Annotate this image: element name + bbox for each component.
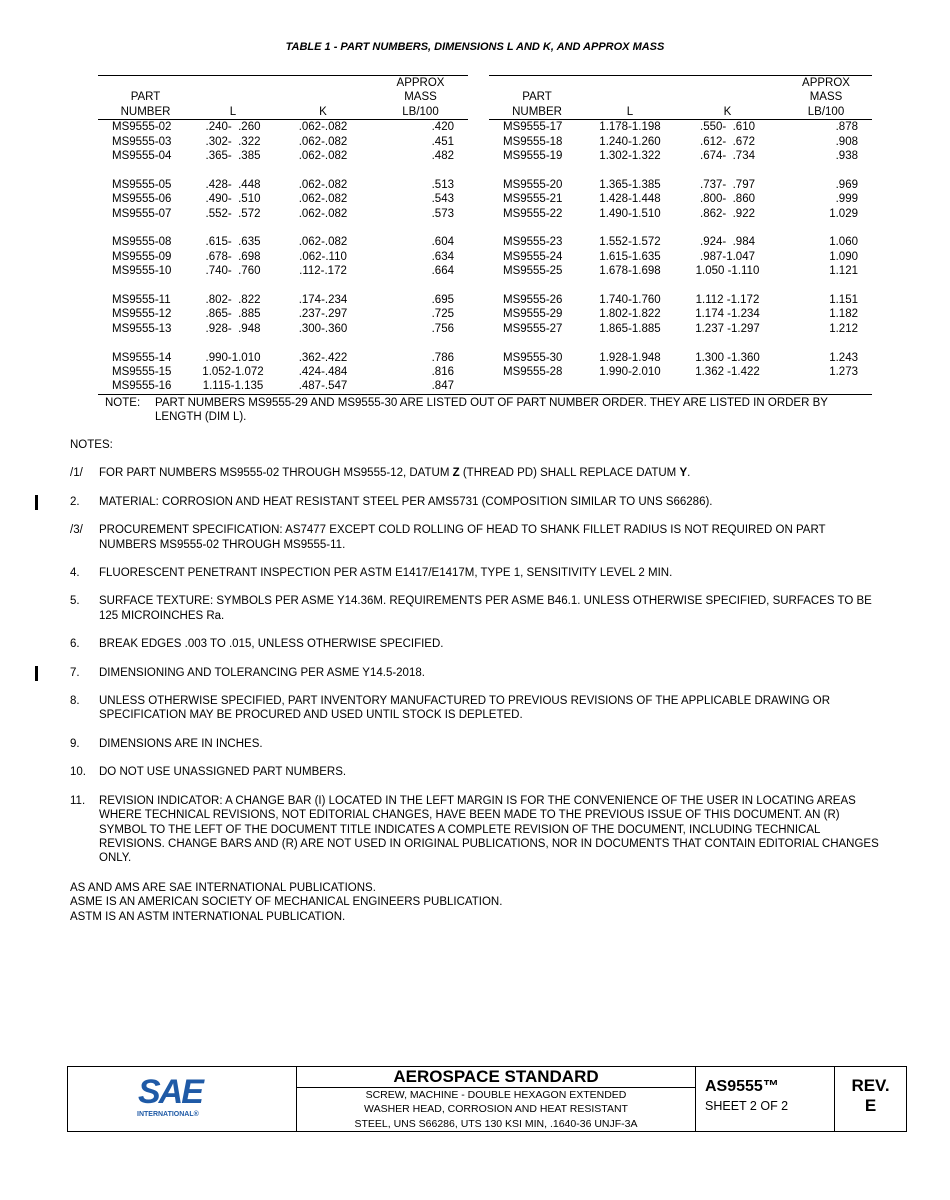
row-spacer	[98, 279, 468, 293]
approx-mass: .756	[431, 322, 454, 335]
approx-mass: .725	[431, 308, 454, 321]
table-row	[489, 250, 872, 264]
note-number: 11.	[70, 794, 86, 807]
part-number: MS9555-15	[112, 366, 172, 379]
dim-l: 1.490-1.510	[599, 207, 661, 220]
sae-logo-text: SAE	[138, 1073, 202, 1111]
note-text: FLUORESCENT PENETRANT INSPECTION PER ASTM E1417/E1417M, TYPE 1, SENSITIVITY LEVEL 2 MIN.	[99, 567, 673, 580]
dim-l: 1.428-1.448	[599, 193, 661, 206]
dim-l: .865- .885	[205, 308, 261, 321]
header-l: L	[585, 105, 675, 120]
dim-l: 1.990-2.010	[599, 366, 661, 379]
note-text: DIMENSIONS ARE IN INCHES.	[99, 737, 263, 750]
note-text: SURFACE TEXTURE: SYMBOLS PER ASME Y14.36M. REQUIREMENTS PER ASME B46.1. UNLESS OTHERWISE SPECIFIED, SURFACES TO BE 125 MICROINCHES Ra.	[99, 595, 872, 622]
approx-mass: .482	[431, 150, 454, 163]
note-number: /3/	[70, 524, 83, 537]
part-number: MS9555-13	[112, 322, 172, 335]
dim-l: .428- .448	[205, 178, 261, 191]
note-item	[70, 765, 880, 779]
approx-mass: 1.212	[829, 322, 858, 335]
table-row	[98, 365, 468, 379]
note-item	[70, 637, 880, 651]
approx-mass: 1.273	[829, 366, 858, 379]
dim-k: .987-1.047	[700, 250, 755, 263]
dim-k: .062-.110	[299, 250, 347, 263]
header-mass-3: LB/100	[373, 105, 468, 120]
dim-l: 1.302-1.322	[599, 150, 661, 163]
table-row	[98, 307, 468, 321]
approx-mass: .816	[431, 366, 454, 379]
note-text: PROCUREMENT SPECIFICATION: AS7477 EXCEPT COLD ROLLING OF HEAD TO SHANK FILLET RADIUS IS NOT REQUIRED ON PART NUMBERS MS9555-02 THROUGH MS9555-11.	[99, 524, 826, 551]
table-row	[98, 293, 468, 307]
approx-mass: .513	[431, 178, 454, 191]
table-row	[98, 207, 468, 221]
table-row	[489, 264, 872, 278]
document-cell	[696, 1067, 835, 1131]
notes-section	[70, 438, 880, 880]
table-row	[489, 120, 872, 135]
approx-mass: .908	[835, 135, 858, 148]
table-row	[98, 322, 468, 336]
table-row	[98, 149, 468, 163]
table-row	[98, 351, 468, 365]
table-row	[489, 351, 872, 365]
dim-l: .802- .822	[205, 294, 261, 307]
header-number: NUMBER	[489, 105, 585, 120]
note-number: 2.	[70, 495, 80, 508]
header-mass-2: MASS	[809, 91, 843, 104]
publication-line: ASME IS AN AMERICAN SOCIETY OF MECHANICAL ENGINEERS PUBLICATION.	[70, 896, 503, 909]
part-number: MS9555-18	[503, 135, 563, 148]
publication-line: AS AND AMS ARE SAE INTERNATIONAL PUBLICATIONS.	[70, 882, 376, 894]
change-bar	[35, 666, 38, 681]
header-part: PART	[130, 91, 161, 104]
title-block	[67, 1066, 907, 1132]
note-number: 10.	[70, 766, 86, 779]
document-number: AS9555™	[705, 1078, 779, 1095]
row-spacer	[489, 221, 872, 235]
table-row	[489, 149, 872, 163]
dim-l: 1.678-1.698	[599, 265, 661, 278]
header-mass-2: MASS	[404, 91, 437, 104]
change-bar	[35, 495, 38, 510]
note-number: /1/	[70, 467, 83, 480]
dim-k: .800- .860	[700, 193, 755, 206]
sae-logo	[136, 1072, 231, 1124]
dim-k: .062-.082	[298, 207, 348, 220]
dim-k: .300-.360	[298, 322, 348, 335]
note-number: 5.	[70, 595, 80, 608]
header-number: NUMBER	[98, 105, 193, 120]
part-number: MS9555-05	[112, 178, 172, 191]
table-row	[489, 293, 872, 307]
standard-heading: AEROSPACE STANDARD	[297, 1067, 695, 1088]
dim-k: .062-.082	[298, 150, 348, 163]
sae-logo-subtext: INTERNATIONAL®	[137, 1111, 199, 1118]
dim-k: 1.237 -1.297	[695, 322, 760, 335]
dim-l: .240- .260	[205, 121, 261, 134]
approx-mass: 1.029	[829, 207, 858, 220]
header-mass: APPROX	[396, 77, 445, 89]
row-spacer	[98, 163, 468, 177]
dim-k: .237-.297	[298, 308, 348, 321]
dim-k: .674- .734	[700, 150, 755, 163]
dim-k: 1.362 -1.422	[695, 366, 760, 379]
part-number: MS9555-30	[503, 351, 563, 364]
approx-mass: .938	[835, 150, 858, 163]
description-line: STEEL, UNS S66286, UTS 130 KSI MIN, .1640-36 UNJF-3A	[354, 1117, 638, 1130]
approx-mass: .969	[835, 178, 858, 191]
dim-k: .062-.082	[298, 193, 348, 206]
approx-mass: 1.182	[829, 308, 858, 321]
table-title: TABLE 1 - PART NUMBERS, DIMENSIONS L AND K, AND APPROX MASS	[285, 41, 665, 53]
dim-k: .550- .610	[700, 121, 755, 134]
dim-k: .612- .672	[700, 135, 755, 148]
header-k: K	[675, 105, 780, 120]
note-item	[70, 523, 880, 552]
dim-l: 1.865-1.885	[599, 322, 661, 335]
part-number: MS9555-29	[503, 308, 563, 321]
part-number: MS9555-25	[503, 265, 563, 278]
description-line: SCREW, MACHINE - DOUBLE HEXAGON EXTENDED	[365, 1089, 627, 1101]
note-number: 9.	[70, 737, 80, 750]
dim-k: .174-.234	[298, 294, 348, 307]
revision-value: E	[864, 1096, 877, 1115]
dim-l: .615- .635	[205, 236, 261, 249]
sae-logo-cell	[68, 1067, 297, 1131]
approx-mass: .634	[431, 250, 454, 263]
dim-l: .990-1.010	[205, 351, 261, 364]
part-number: MS9555-19	[503, 150, 563, 163]
dim-l: 1.178-1.198	[599, 121, 661, 134]
table-row	[98, 235, 468, 249]
part-number: MS9555-10	[112, 265, 172, 278]
part-number: MS9555-16	[112, 380, 172, 393]
row-spacer	[98, 336, 468, 350]
table-row	[489, 365, 872, 379]
table-row	[98, 135, 468, 149]
approx-mass: .604	[431, 236, 454, 249]
dim-l: 1.928-1.948	[599, 351, 661, 364]
row-spacer	[489, 336, 872, 350]
part-table-left	[98, 75, 468, 394]
approx-mass: .847	[431, 380, 454, 393]
table-row	[98, 120, 468, 135]
approx-mass: .878	[835, 121, 858, 134]
note-text: UNLESS OTHERWISE SPECIFIED, PART INVENTORY MANUFACTURED TO PREVIOUS REVISIONS OF THE APPLICABLE DRAWING OR SPECIFICATION MAY BE PROCURED AND USED UNTIL STOCK IS DEPLETED.	[99, 695, 831, 722]
notes-header: NOTES:	[70, 439, 113, 451]
approx-mass: .999	[835, 193, 858, 206]
dim-k: .112-.172	[299, 265, 347, 278]
part-number: MS9555-04	[112, 150, 172, 163]
table-row	[98, 264, 468, 278]
note-text-part: (THREAD PD) SHALL REPLACE DATUM	[459, 467, 680, 480]
approx-mass: .451	[431, 135, 454, 148]
part-number: MS9555-22	[503, 207, 563, 220]
dim-l: .678- .698	[205, 250, 261, 263]
header-mass: APPROX	[802, 77, 850, 89]
part-table-right	[489, 75, 872, 379]
table-note-label: NOTE:	[105, 397, 141, 409]
part-number: MS9555-09	[112, 250, 172, 263]
note-text-part: Y	[679, 467, 688, 480]
table-row	[98, 178, 468, 192]
part-number: MS9555-06	[112, 193, 172, 206]
table-row	[98, 192, 468, 206]
part-number: MS9555-17	[503, 121, 563, 134]
header-k: K	[273, 105, 373, 120]
dim-l: .365- .385	[205, 150, 261, 163]
dim-k: 1.300 -1.360	[695, 351, 760, 364]
dim-k: .862- .922	[700, 207, 755, 220]
dim-k: .062-.082	[298, 236, 348, 249]
dim-l: .928- .948	[205, 322, 261, 335]
table-row	[489, 178, 872, 192]
dim-k: .424-.484	[298, 366, 348, 379]
part-number: MS9555-08	[112, 236, 172, 249]
dim-l: 1.615-1.635	[599, 250, 661, 263]
dim-k: 1.174 -1.234	[695, 308, 760, 321]
dim-l: 1.552-1.572	[599, 236, 661, 249]
approx-mass: .543	[431, 193, 454, 206]
dim-k: .062-.082	[298, 178, 348, 191]
note-text	[99, 466, 880, 480]
dim-l: 1.240-1.260	[599, 135, 661, 148]
header-mass-3: LB/100	[780, 105, 872, 120]
sheet-number: SHEET 2 OF 2	[705, 1099, 789, 1113]
dim-k: .062-.082	[298, 121, 348, 134]
dim-k: 1.112 -1.172	[695, 294, 760, 307]
dim-l: 1.802-1.822	[599, 308, 661, 321]
part-number: MS9555-07	[112, 207, 172, 220]
approx-mass: 1.090	[829, 250, 858, 263]
note-item	[70, 495, 880, 509]
approx-mass: 1.060	[829, 236, 858, 249]
part-number: MS9555-24	[503, 250, 563, 263]
row-spacer	[489, 279, 872, 293]
title-cell	[297, 1067, 696, 1131]
dim-k: .362-.422	[298, 351, 348, 364]
note-item	[70, 737, 880, 751]
note-number: 8.	[70, 695, 80, 708]
revision-cell	[835, 1067, 906, 1131]
note-text-part: FOR PART NUMBERS MS9555-02 THROUGH MS9555-12, DATUM	[99, 467, 453, 480]
part-number: MS9555-11	[112, 294, 171, 307]
note-number: 4.	[70, 567, 80, 580]
table-row	[489, 235, 872, 249]
note-item	[70, 666, 880, 680]
approx-mass: .573	[431, 207, 454, 220]
row-spacer	[98, 221, 468, 235]
note-text: DO NOT USE UNASSIGNED PART NUMBERS.	[99, 766, 347, 779]
dim-l: 1.365-1.385	[599, 178, 661, 191]
approx-mass: 1.151	[829, 294, 858, 307]
approx-mass: 1.243	[829, 351, 858, 364]
description-line: WASHER HEAD, CORROSION AND HEAT RESISTANT	[364, 1103, 628, 1116]
note-item	[70, 566, 880, 580]
note-text: REVISION INDICATOR: A CHANGE BAR (I) LOCATED IN THE LEFT MARGIN IS FOR THE CONVENIENCE OF THE USER IN LOCATING AREAS WHERE TECHNICAL REVISIONS, NOT EDITORIAL CHANGES, HAVE BEEN MADE TO THE PREVIOUS ISSUE OF THIS DOCUMENT. AN (R) SYMBOL TO THE LEFT OF THE DOCUMENT TITLE INDICATES A COMPLETE REVISION OF THE DOCUMENT, INCLUDING TECHNICAL REVISIONS. CHANGE BARS AND (R) ARE NOT USED IN ORIGINAL PUBLICATIONS, NOR IN DOCUMENTS THAT CONTAIN EDITORIAL CHANGES ONLY.	[99, 794, 879, 865]
dim-k: .062-.082	[298, 135, 348, 148]
note-item	[70, 466, 880, 480]
table-row	[489, 135, 872, 149]
table-row	[489, 322, 872, 336]
dim-l: .490- .510	[205, 193, 261, 206]
dim-l: 1.740-1.760	[599, 294, 661, 307]
note-text: MATERIAL: CORROSION AND HEAT RESISTANT STEEL PER AMS5731 (COMPOSITION SIMILAR TO UNS S66286).	[99, 495, 713, 508]
dim-k: 1.050 -1.110	[695, 265, 760, 278]
table-row	[489, 192, 872, 206]
approx-mass: .664	[431, 265, 454, 278]
part-number: MS9555-28	[503, 366, 563, 379]
table-row	[98, 250, 468, 264]
approx-mass: .786	[431, 351, 454, 364]
part-number: MS9555-03	[112, 135, 172, 148]
header-l: L	[193, 105, 273, 120]
note-number: 6.	[70, 638, 80, 651]
table-note-text: PART NUMBERS MS9555-29 AND MS9555-30 ARE LISTED OUT OF PART NUMBER ORDER. THEY ARE LISTED IN ORDER BY LENGTH (DIM L).	[155, 397, 828, 424]
part-number: MS9555-27	[503, 322, 563, 335]
publications	[70, 881, 502, 924]
part-number: MS9555-14	[112, 351, 172, 364]
dim-l: .740- .760	[205, 265, 261, 278]
part-number: MS9555-02	[112, 121, 172, 134]
dim-k: .487-.547	[298, 380, 348, 393]
dim-l: .302- .322	[205, 135, 261, 148]
header-part: PART	[522, 91, 552, 104]
note-text-part: Z	[452, 467, 460, 480]
part-number: MS9555-26	[503, 294, 563, 307]
publication-line: ASTM IS AN ASTM INTERNATIONAL PUBLICATION.	[70, 910, 346, 923]
approx-mass: .695	[431, 294, 454, 307]
note-text: DIMENSIONING AND TOLERANCING PER ASME Y14.5-2018.	[99, 666, 425, 679]
part-number: MS9555-23	[503, 236, 563, 249]
table-row	[489, 307, 872, 321]
note-item	[70, 694, 880, 723]
note-text-part: .	[687, 467, 691, 480]
note-number: 7.	[70, 666, 80, 679]
table-row	[98, 379, 468, 393]
note-item	[70, 594, 880, 623]
dim-l: 1.052-1.072	[202, 366, 264, 379]
revision-label: REV.	[851, 1076, 890, 1095]
part-number: MS9555-12	[112, 308, 172, 321]
approx-mass: 1.121	[829, 265, 858, 278]
table-note	[98, 394, 872, 425]
dim-k: .737- .797	[700, 178, 755, 191]
part-number: MS9555-21	[503, 193, 563, 206]
dim-l: 1.115-1.135	[202, 380, 264, 393]
approx-mass: .420	[431, 121, 454, 134]
part-number: MS9555-20	[503, 178, 563, 191]
dim-k: .924- .984	[700, 236, 755, 249]
table-row	[489, 207, 872, 221]
note-text: BREAK EDGES .003 TO .015, UNLESS OTHERWISE SPECIFIED.	[99, 638, 444, 651]
dim-l: .552- .572	[205, 207, 261, 220]
row-spacer	[489, 163, 872, 177]
note-item	[70, 794, 880, 866]
